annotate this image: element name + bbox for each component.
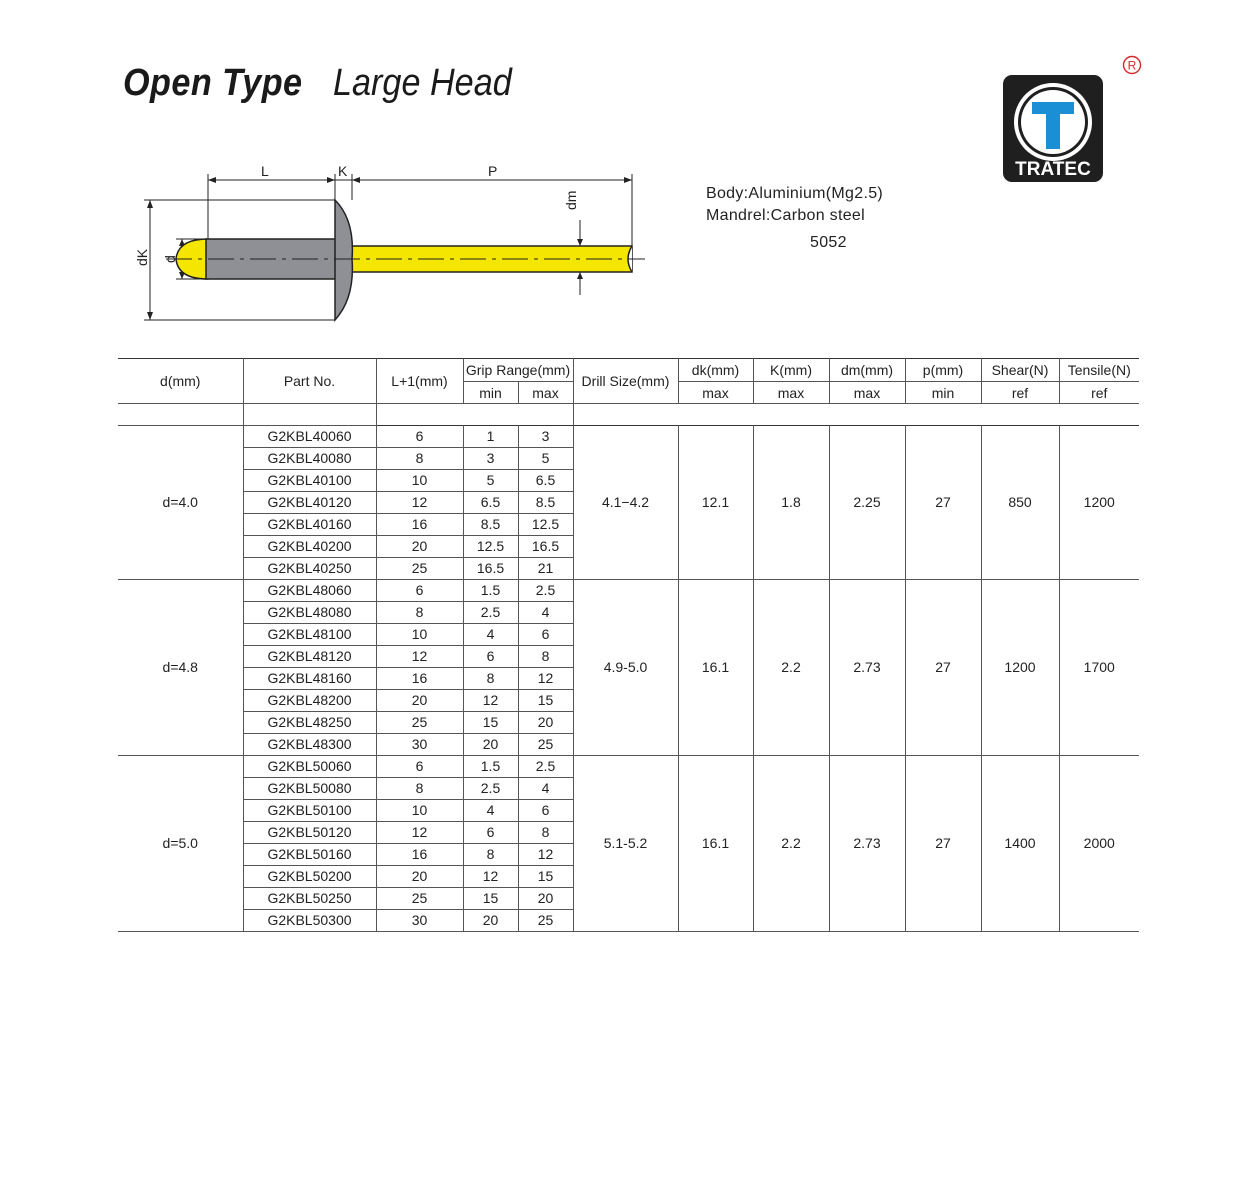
- grip-min-cell: 6: [463, 646, 518, 668]
- header-shear-ref: ref: [981, 382, 1059, 404]
- label-p: P: [488, 163, 498, 179]
- tensile-cell: 1700: [1059, 580, 1139, 756]
- label-d: d: [162, 255, 178, 263]
- part-no-cell: G2KBL48250: [243, 712, 376, 734]
- p-cell: 27: [905, 426, 981, 580]
- part-no-cell: G2KBL48120: [243, 646, 376, 668]
- grip-max-cell: 4: [518, 602, 573, 624]
- tratec-logo: [1003, 75, 1103, 182]
- header-dk-max: max: [678, 382, 753, 404]
- header-grip-min: min: [463, 382, 518, 404]
- grip-max-cell: 2.5: [518, 580, 573, 602]
- length-cell: 25: [376, 712, 463, 734]
- spacer-cell: [1059, 404, 1139, 426]
- length-cell: 6: [376, 756, 463, 778]
- logo-text: TRATEC: [1015, 159, 1091, 180]
- length-cell: 12: [376, 492, 463, 514]
- length-cell: 25: [376, 888, 463, 910]
- grip-min-cell: 8: [463, 668, 518, 690]
- part-no-cell: G2KBL48060: [243, 580, 376, 602]
- grip-max-cell: 2.5: [518, 756, 573, 778]
- grip-max-cell: 6: [518, 624, 573, 646]
- grip-min-cell: 8: [463, 844, 518, 866]
- table-row: [118, 580, 1139, 602]
- length-cell: 8: [376, 778, 463, 800]
- header-grip-range: Grip Range(mm): [463, 359, 573, 382]
- length-cell: 12: [376, 822, 463, 844]
- part-no-cell: G2KBL50080: [243, 778, 376, 800]
- rivet-large-head: [335, 200, 352, 320]
- grip-min-cell: 20: [463, 910, 518, 932]
- length-cell: 8: [376, 448, 463, 470]
- dk-cell: 16.1: [678, 756, 753, 932]
- grip-max-cell: 12: [518, 844, 573, 866]
- grip-min-cell: 2.5: [463, 602, 518, 624]
- length-cell: 30: [376, 910, 463, 932]
- part-no-cell: G2KBL50300: [243, 910, 376, 932]
- header-p: p(mm): [905, 359, 981, 382]
- part-no-cell: G2KBL50100: [243, 800, 376, 822]
- header-k: K(mm): [753, 359, 829, 382]
- spacer-cell: [376, 404, 573, 426]
- table-body: [118, 426, 1139, 932]
- grip-max-cell: 8: [518, 646, 573, 668]
- p-cell: 27: [905, 756, 981, 932]
- part-no-cell: G2KBL40060: [243, 426, 376, 448]
- part-no-cell: G2KBL50250: [243, 888, 376, 910]
- page-title: [123, 62, 512, 112]
- dk-cell: 16.1: [678, 580, 753, 756]
- header-shear: Shear(N): [981, 359, 1059, 382]
- label-dm: dm: [563, 190, 579, 210]
- length-cell: 20: [376, 690, 463, 712]
- registered-mark-icon: [1122, 55, 1142, 75]
- label-dk: dK: [134, 248, 150, 266]
- part-no-cell: G2KBL40200: [243, 536, 376, 558]
- part-no-cell: G2KBL50060: [243, 756, 376, 778]
- length-cell: 12: [376, 646, 463, 668]
- length-cell: 16: [376, 844, 463, 866]
- grip-min-cell: 4: [463, 800, 518, 822]
- rivet-diagram: [130, 160, 650, 335]
- grip-min-cell: 15: [463, 712, 518, 734]
- grip-min-cell: 6.5: [463, 492, 518, 514]
- registered-letter: R: [1127, 58, 1137, 73]
- grip-min-cell: 5: [463, 470, 518, 492]
- part-no-cell: G2KBL40120: [243, 492, 376, 514]
- length-cell: 16: [376, 668, 463, 690]
- header-k-max: max: [753, 382, 829, 404]
- grip-max-cell: 25: [518, 910, 573, 932]
- grip-max-cell: 15: [518, 866, 573, 888]
- header-p-min: min: [905, 382, 981, 404]
- header-part-no: Part No.: [243, 359, 376, 404]
- drill-size-cell: 4.9-5.0: [573, 580, 678, 756]
- label-l: L: [261, 163, 269, 179]
- length-cell: 8: [376, 602, 463, 624]
- k-cell: 2.2: [753, 580, 829, 756]
- table-row: [118, 756, 1139, 778]
- diameter-cell: d=4.8: [118, 580, 243, 756]
- part-no-cell: G2KBL50120: [243, 822, 376, 844]
- grip-max-cell: 20: [518, 712, 573, 734]
- diameter-cell: d=5.0: [118, 756, 243, 932]
- part-no-cell: G2KBL40080: [243, 448, 376, 470]
- spec-table: [118, 358, 1139, 932]
- grip-max-cell: 21: [518, 558, 573, 580]
- part-no-cell: G2KBL50200: [243, 866, 376, 888]
- label-k: K: [338, 163, 348, 179]
- grip-max-cell: 3: [518, 426, 573, 448]
- tensile-cell: 1200: [1059, 426, 1139, 580]
- grip-max-cell: 12: [518, 668, 573, 690]
- k-cell: 1.8: [753, 426, 829, 580]
- grip-max-cell: 20: [518, 888, 573, 910]
- header-tensile-ref: ref: [1059, 382, 1139, 404]
- length-cell: 25: [376, 558, 463, 580]
- grip-max-cell: 25: [518, 734, 573, 756]
- part-no-cell: G2KBL48300: [243, 734, 376, 756]
- grip-max-cell: 5: [518, 448, 573, 470]
- grip-min-cell: 8.5: [463, 514, 518, 536]
- drill-size-cell: 5.1-5.2: [573, 756, 678, 932]
- part-no-cell: G2KBL48200: [243, 690, 376, 712]
- grip-min-cell: 1.5: [463, 580, 518, 602]
- title-open-type: Open Type: [123, 62, 303, 104]
- part-no-cell: G2KBL50160: [243, 844, 376, 866]
- part-no-cell: G2KBL48100: [243, 624, 376, 646]
- grip-max-cell: 8: [518, 822, 573, 844]
- spacer-row: [118, 404, 1139, 426]
- length-cell: 30: [376, 734, 463, 756]
- length-cell: 10: [376, 800, 463, 822]
- shear-cell: 850: [981, 426, 1059, 580]
- grip-min-cell: 4: [463, 624, 518, 646]
- dm-cell: 2.73: [829, 756, 905, 932]
- part-no-cell: G2KBL48160: [243, 668, 376, 690]
- part-no-cell: G2KBL40100: [243, 470, 376, 492]
- header-drill-size: Drill Size(mm): [573, 359, 678, 404]
- length-cell: 20: [376, 536, 463, 558]
- grip-max-cell: 6.5: [518, 470, 573, 492]
- length-cell: 10: [376, 624, 463, 646]
- part-no-cell: G2KBL40250: [243, 558, 376, 580]
- grip-max-cell: 8.5: [518, 492, 573, 514]
- length-cell: 6: [376, 580, 463, 602]
- table-row: [118, 426, 1139, 448]
- title-large-head: Large Head: [333, 62, 512, 104]
- grip-max-cell: 16.5: [518, 536, 573, 558]
- body-material: Body:Aluminium(Mg2.5): [706, 185, 884, 202]
- spacer-cell: [118, 404, 243, 426]
- grip-min-cell: 1.5: [463, 756, 518, 778]
- grip-min-cell: 12: [463, 690, 518, 712]
- grip-max-cell: 15: [518, 690, 573, 712]
- length-cell: 20: [376, 866, 463, 888]
- drill-size-cell: 4.1−4.2: [573, 426, 678, 580]
- grip-min-cell: 1: [463, 426, 518, 448]
- part-no-cell: G2KBL48080: [243, 602, 376, 624]
- tensile-cell: 2000: [1059, 756, 1139, 932]
- shear-cell: 1400: [981, 756, 1059, 932]
- grip-max-cell: 12.5: [518, 514, 573, 536]
- grip-min-cell: 2.5: [463, 778, 518, 800]
- length-cell: 6: [376, 426, 463, 448]
- header-d: d(mm): [118, 359, 243, 404]
- spacer-cell: [243, 404, 376, 426]
- grip-max-cell: 4: [518, 778, 573, 800]
- length-cell: 10: [376, 470, 463, 492]
- part-no-cell: G2KBL40160: [243, 514, 376, 536]
- grip-max-cell: 6: [518, 800, 573, 822]
- k-cell: 2.2: [753, 756, 829, 932]
- dm-cell: 2.73: [829, 580, 905, 756]
- length-cell: 16: [376, 514, 463, 536]
- dm-cell: 2.25: [829, 426, 905, 580]
- p-cell: 27: [905, 580, 981, 756]
- grip-min-cell: 15: [463, 888, 518, 910]
- shear-cell: 1200: [981, 580, 1059, 756]
- header-dm: dm(mm): [829, 359, 905, 382]
- alloy-grade: 5052: [810, 234, 847, 251]
- grip-min-cell: 3: [463, 448, 518, 470]
- header-tensile: Tensile(N): [1059, 359, 1139, 382]
- grip-min-cell: 12: [463, 866, 518, 888]
- diameter-cell: d=4.0: [118, 426, 243, 580]
- header-length: L+1(mm): [376, 359, 463, 404]
- grip-min-cell: 6: [463, 822, 518, 844]
- dk-cell: 12.1: [678, 426, 753, 580]
- header-grip-max: max: [518, 382, 573, 404]
- grip-min-cell: 12.5: [463, 536, 518, 558]
- header-dk: dk(mm): [678, 359, 753, 382]
- grip-min-cell: 20: [463, 734, 518, 756]
- mandrel-material: Mandrel:Carbon steel: [706, 207, 865, 224]
- spacer-cell: [573, 404, 1059, 426]
- header-dm-max: max: [829, 382, 905, 404]
- grip-min-cell: 16.5: [463, 558, 518, 580]
